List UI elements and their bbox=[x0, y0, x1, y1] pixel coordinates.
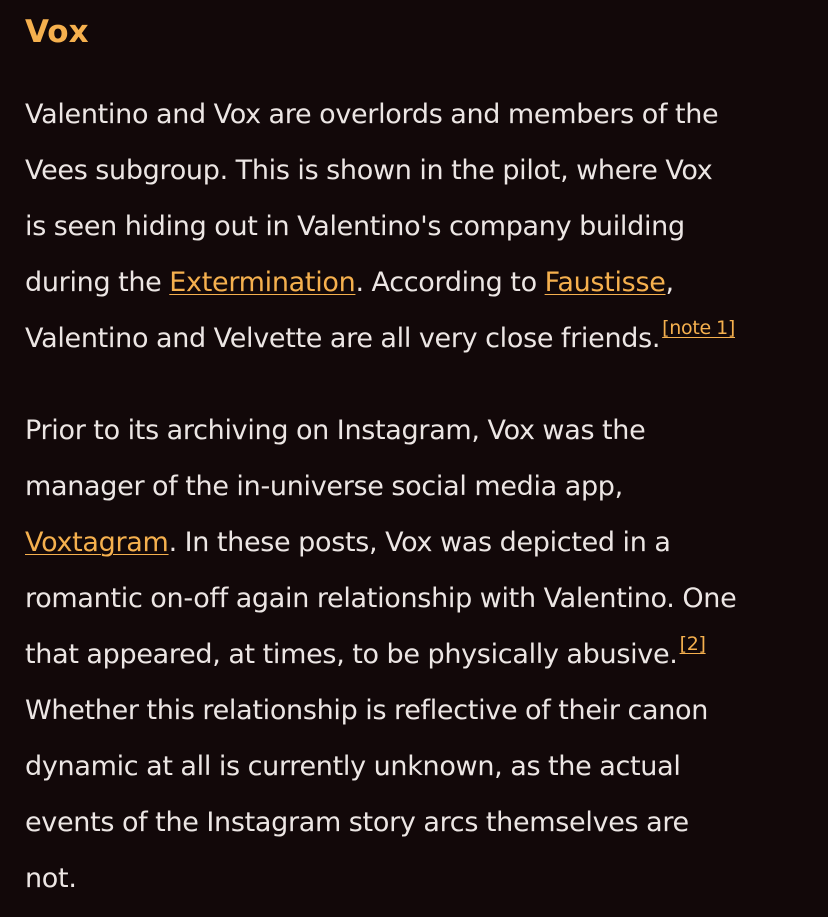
text-fragment: , bbox=[665, 267, 674, 298]
paragraph-voxtagram bbox=[25, 403, 736, 907]
text-line bbox=[25, 311, 735, 367]
text-line: Vees subgroup. This is shown in the pilot, where Vox bbox=[25, 155, 713, 186]
text-fragment: . In these posts, Vox was depicted in a bbox=[168, 527, 671, 558]
section-heading: Vox bbox=[25, 14, 89, 50]
text-line: Valentino and Vox are overlords and members of the bbox=[25, 99, 719, 130]
text-line: not. bbox=[25, 863, 77, 894]
text-line: Whether this relationship is reflective of their canon bbox=[25, 695, 709, 726]
paragraph-vees bbox=[25, 87, 735, 367]
note-1-reference-link[interactable]: [note 1] bbox=[662, 317, 736, 339]
text-line bbox=[25, 255, 735, 311]
text-line: romantic on-off again relationship with Valentino. One bbox=[25, 583, 737, 614]
text-line: events of the Instagram story arcs themselves are bbox=[25, 807, 689, 838]
text-fragment: . According to bbox=[355, 267, 545, 298]
text-fragment: that appeared, at times, to be physically abusive. bbox=[25, 639, 678, 670]
voxtagram-link[interactable]: Voxtagram bbox=[25, 527, 169, 558]
faustisse-link[interactable]: Faustisse bbox=[544, 267, 666, 298]
text-line: manager of the in-universe social media app, bbox=[25, 471, 623, 502]
text-line: is seen hiding out in Valentino's company building bbox=[25, 211, 685, 242]
text-line bbox=[25, 627, 736, 683]
extermination-link[interactable]: Extermination bbox=[169, 267, 356, 298]
text-line bbox=[25, 515, 736, 571]
text-fragment: during the bbox=[25, 267, 170, 298]
text-line: Prior to its archiving on Instagram, Vox was the bbox=[25, 415, 646, 446]
reference-2-link[interactable]: [2] bbox=[679, 633, 706, 655]
text-line: dynamic at all is currently unknown, as the actual bbox=[25, 751, 681, 782]
text-fragment: Valentino and Velvette are all very close friends. bbox=[25, 323, 661, 354]
